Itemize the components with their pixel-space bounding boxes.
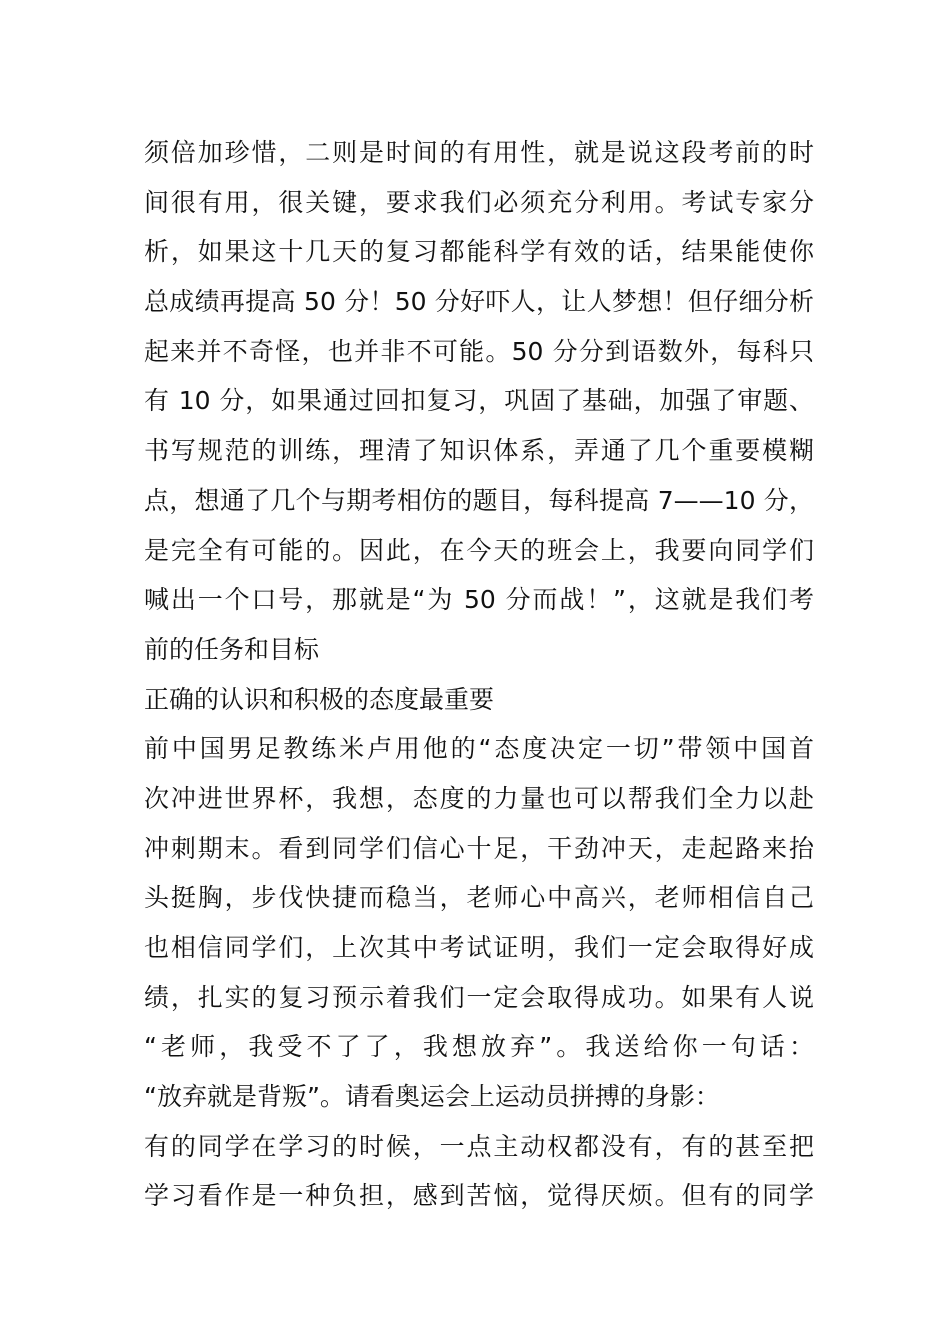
text-line: 喊出一个口号，那就是“为 50 分而战！”，这就是我们考: [144, 585, 814, 615]
text-line: 书写规范的训练，理清了知识体系，弄通了几个重要模糊: [144, 436, 814, 466]
text-line: 起来并不奇怪，也并非不可能。50 分分到语数外，每科只: [144, 336, 814, 366]
text-line: 次冲进世界杯，我想，态度的力量也可以帮我们全力以赴: [144, 783, 814, 813]
text-line: 间很有用，很关键，要求我们必须充分利用。考试专家分: [144, 187, 814, 217]
text-line: 有的同学在学习的时候，一点主动权都没有，有的甚至把: [144, 1131, 814, 1161]
section-heading: 正确的认识和积极的态度最重要: [144, 684, 495, 714]
text-line: 学习看作是一种负担，感到苦恼，觉得厌烦。但有的同学: [144, 1181, 814, 1211]
text-line: “老师，我受不了了，我想放弃”。我送给你一句话：: [144, 1032, 814, 1062]
text-line: 前的任务和目标: [144, 634, 320, 664]
text-line: 点，想通了几个与期考相仿的题目，每科提高 7——10 分，: [144, 485, 814, 515]
text-line: 须倍加珍惜，二则是时间的有用性，就是说这段考前的时: [144, 138, 814, 167]
body-text: [144, 128, 814, 1221]
text-line: 析，如果这十几天的复习都能科学有效的话，结果能使你: [144, 237, 814, 267]
text-line: “放弃就是背叛”。请看奥运会上运动员拼搏的身影：: [144, 1082, 720, 1112]
text-line: 绩，扎实的复习预示着我们一定会取得成功。如果有人说: [144, 982, 814, 1012]
text-line: 有 10 分，如果通过回扣复习，巩固了基础，加强了审题、: [144, 386, 814, 416]
text-line: 总成绩再提高 50 分！50 分好吓人，让人梦想！但仔细分析: [144, 287, 814, 317]
text-line: 也相信同学们，上次其中考试证明，我们一定会取得好成: [144, 933, 814, 962]
text-line: 前中国男足教练米卢用他的“态度决定一切”带领中国首: [144, 734, 814, 764]
text-line: 冲刺期末。看到同学们信心十足，干劲冲天，走起路来抬: [144, 833, 814, 863]
text-line: 头挺胸，步伐快捷而稳当，老师心中高兴，老师相信自己: [144, 883, 814, 913]
text-line: 是完全有可能的。因此，在今天的班会上，我要向同学们: [144, 535, 814, 565]
